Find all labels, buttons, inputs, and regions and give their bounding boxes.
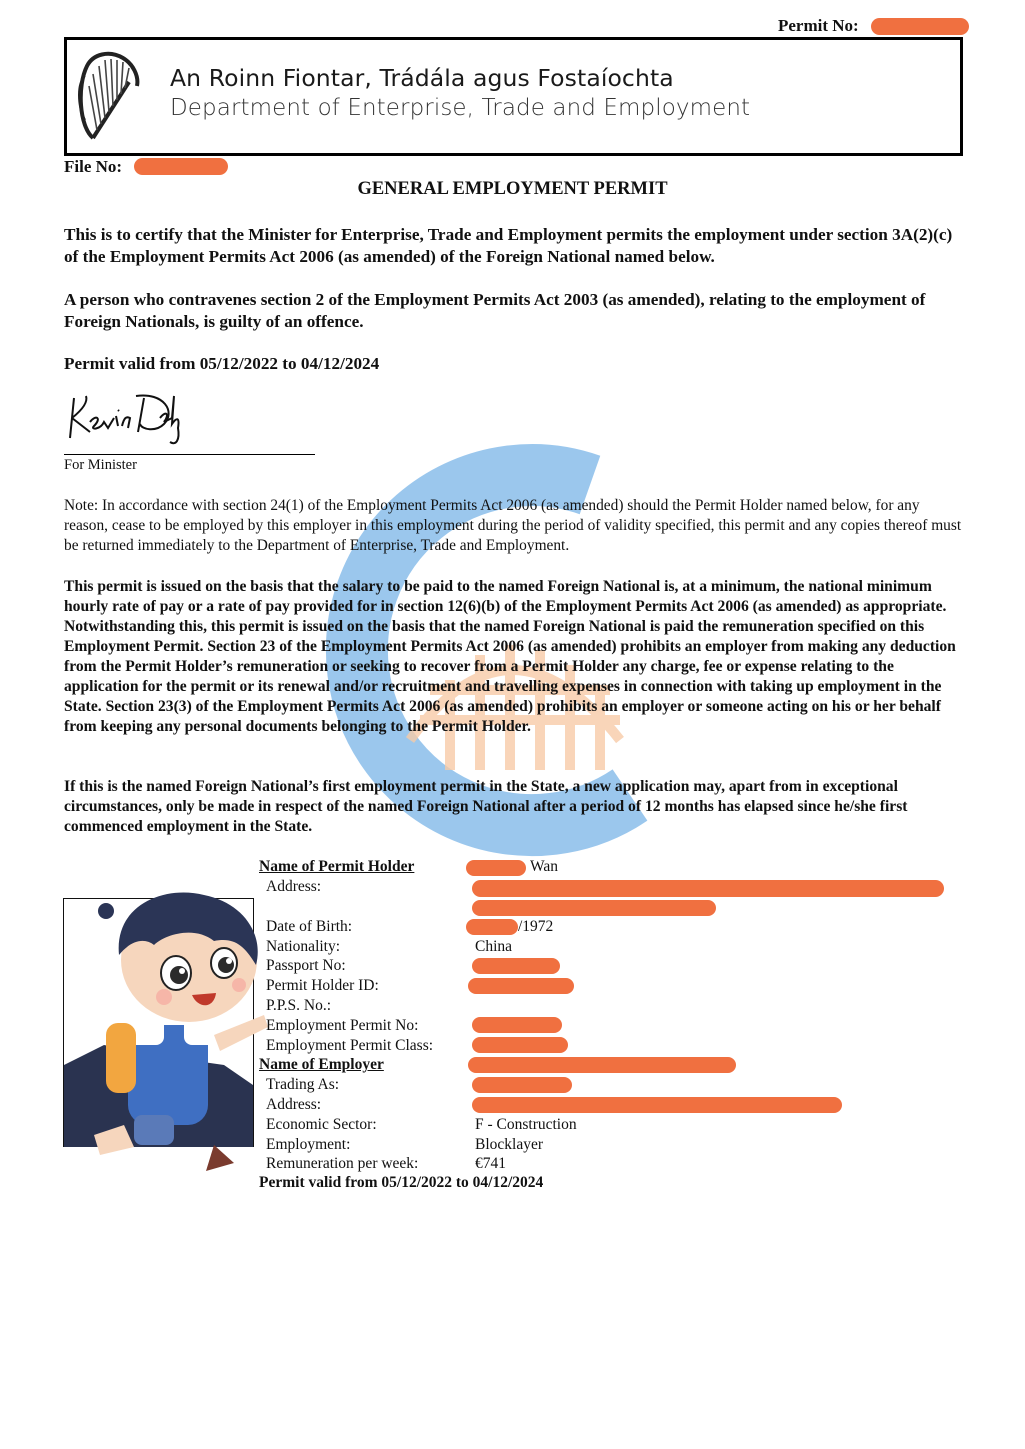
holder-id-redaction (468, 978, 574, 994)
trading-as-label: Trading As: (266, 1076, 340, 1093)
certify-paragraph: This is to certify that the Minister for Enterprise, Trade and Employment permits the employment under section 3A(2)(c) of the Employment Permits Act 2006 (as amended) of the Foreign National named below. (64, 225, 953, 266)
department-header (64, 37, 963, 156)
trading-as-redaction (472, 1077, 572, 1093)
salary-paragraph: This permit is issued on the basis that the salary to be paid to the named Foreign National is, at a minimum, the national minimum hourly rate of pay or a rate of pay provided for in section 12(6)(b) of the Employment Permits Act 2006 (as amended) as appropriate. Notwithstanding this, this permit is issued on the basis that the named Foreign National is paid the remuneration specified on this Employment Permit. Section 23 of the Employment Permits Act 2006 (as amended) prohibits an employer from making any deduction from the Permit Holder’s remuneration or seeking to recover from a Permit Holder any charge, fee or expense relating to the application for the permit or its renewal and/or recruitment and travelling expenses in connection with taking up employment in the State. Section 23(3) of the Employment Permits Act 2006 (as amended) prohibits an employer or someone acting on his or her behalf from keeping any personal documents belonging to the Permit Holder. (64, 578, 956, 735)
cartoon-avatar (64, 885, 274, 1175)
note-paragraph: Note: In accordance with section 24(1) of the Employment Permits Act 2006 (as amended) should the Permit Holder named below, for any reason, cease to be employed by this employer in this employment during the period of validity specified, this permit and any copies thereof must be returned immediately to the Department of Enterprise, Trade and Employment. (64, 497, 962, 554)
file-no-label: File No: (64, 157, 123, 176)
offence-paragraph: A person who contravenes section 2 of the Employment Permits Act 2003 (as amended), relating to the employment of Foreign Nationals, is guilty of an offence. (64, 290, 926, 331)
permit-validity: Permit valid from 05/12/2022 to 04/12/2024 (64, 354, 380, 373)
employment-permit-no-redaction (472, 1017, 562, 1033)
passport-label: Passport No: (266, 957, 346, 974)
holder-address-redaction-1 (472, 880, 944, 897)
pps-label: P.P.S. No.: (266, 997, 332, 1014)
nationality-label: Nationality: (266, 938, 341, 955)
file-no-redaction (134, 158, 228, 175)
minister-signature (64, 388, 194, 450)
holder-address-redaction-2 (472, 900, 716, 916)
passport-redaction (472, 958, 560, 974)
holder-photo (63, 898, 254, 1147)
economic-sector-value: F - Construction (475, 1116, 577, 1133)
dob-value: /1972 (518, 918, 554, 935)
harp-icon (73, 46, 143, 146)
department-name-english: Department of Enterprise, Trade and Employment (170, 95, 751, 121)
employer-address-redaction (472, 1097, 842, 1113)
document-title: GENERAL EMPLOYMENT PERMIT (357, 179, 668, 199)
employment-value: Blocklayer (475, 1136, 544, 1153)
first-permit-paragraph: If this is the named Foreign National’s first employment permit in the State, a new application may, apart from in exceptional circumstances, only be made in respect of the named Foreign National after a period of 12 months has elapsed since he/she first commenced employment in the State. (64, 778, 908, 835)
remuneration-label: Remuneration per week: (266, 1155, 419, 1172)
employer-name-redaction (468, 1057, 736, 1073)
employer-heading: Name of Employer (259, 1056, 384, 1073)
holder-name-redaction (466, 860, 526, 876)
employer-address-label: Address: (266, 1096, 322, 1113)
remuneration-value: €741 (475, 1155, 506, 1172)
footer-permit-validity: Permit valid from 05/12/2022 to 04/12/2024 (259, 1174, 544, 1191)
permit-class-label: Employment Permit Class: (266, 1037, 434, 1054)
holder-address-label: Address: (266, 878, 322, 895)
holder-name-value: Wan (530, 858, 559, 875)
dob-label: Date of Birth: (266, 918, 353, 935)
department-name-irish: An Roinn Fiontar, Trádála agus Fostaíochta (170, 64, 674, 92)
permit-holder-heading: Name of Permit Holder (259, 858, 415, 875)
nationality-value: China (475, 938, 513, 955)
dob-redaction (466, 919, 518, 935)
permit-class-redaction (472, 1037, 568, 1053)
permit-no-redaction (871, 18, 969, 35)
employment-permit-no-label: Employment Permit No: (266, 1017, 419, 1034)
economic-sector-label: Economic Sector: (266, 1116, 377, 1133)
permit-no-label: Permit No: (778, 16, 859, 35)
holder-id-label: Permit Holder ID: (266, 977, 379, 994)
employment-label: Employment: (266, 1136, 351, 1153)
signature-line (64, 454, 315, 455)
for-minister-label: For Minister (64, 457, 137, 473)
